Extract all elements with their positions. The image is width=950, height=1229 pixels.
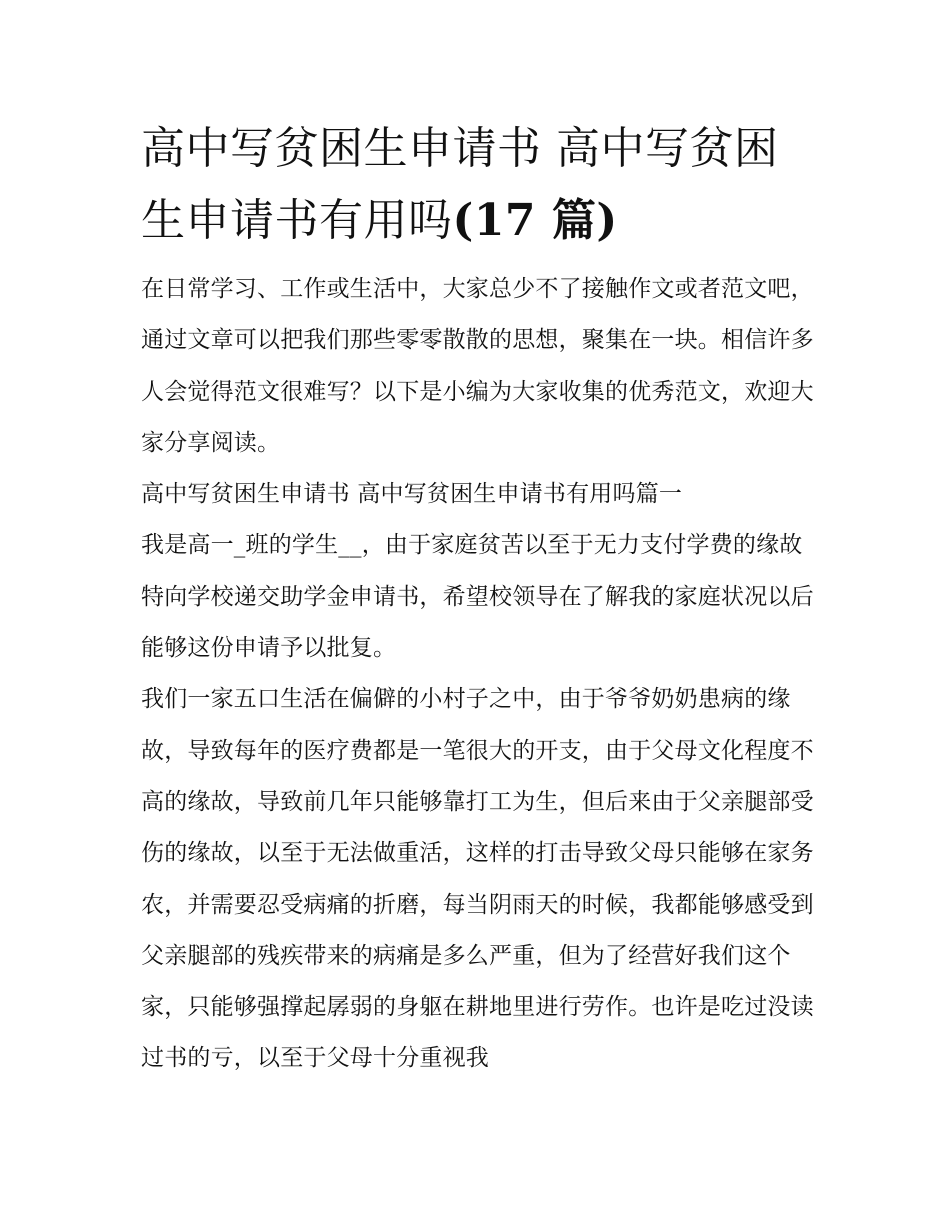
title-main-text: 高中写贫困生申请书 高中写贫困生申请书有用吗 (141, 123, 779, 246)
document-title (141, 113, 821, 257)
title-count-text: (17 篇) (452, 195, 618, 246)
body-paragraph: 我是高一_班的学生__，由于家庭贫苦以至于无力支付学费的缘故特向学校递交助学金申请书，希望校领导在了解我的家庭状况以后能够这份申请予以批复。 (141, 532, 814, 662)
section-heading: 高中写贫困生申请书 高中写贫困生申请书有用吗篇一 (141, 481, 683, 508)
document-body (141, 113, 821, 1085)
body-paragraph: 我们一家五口生活在偏僻的小村子之中，由于爷爷奶奶患病的缘故，导致每年的医疗费都是一笔很大的开支，由于父母文化程度不高的缘故，导致前几年只能够靠打工为生，但后来由于父亲腿部受伤的缘故，以至于无法做重活，这样的打击导致父母只能够在家务农，并需要忍受病痛的折磨，每当阴雨天的时候，我都能够感受到父亲腿部的残疾带来的病痛是多么严重，但为了经营好我们这个家，只能够强撑起孱弱的身躯在耕地里进行劳作。也许是吃过没读过书的亏，以至于父母十分重视我 (141, 686, 814, 1072)
intro-paragraph: 在日常学习、工作或生活中，大家总少不了接触作文或者范文吧，通过文章可以把我们那些零零散散的思想，聚集在一块。相信许多人会觉得范文很难写？以下是小编为大家收集的优秀范文，欢迎大家分享阅读。 (141, 276, 814, 456)
